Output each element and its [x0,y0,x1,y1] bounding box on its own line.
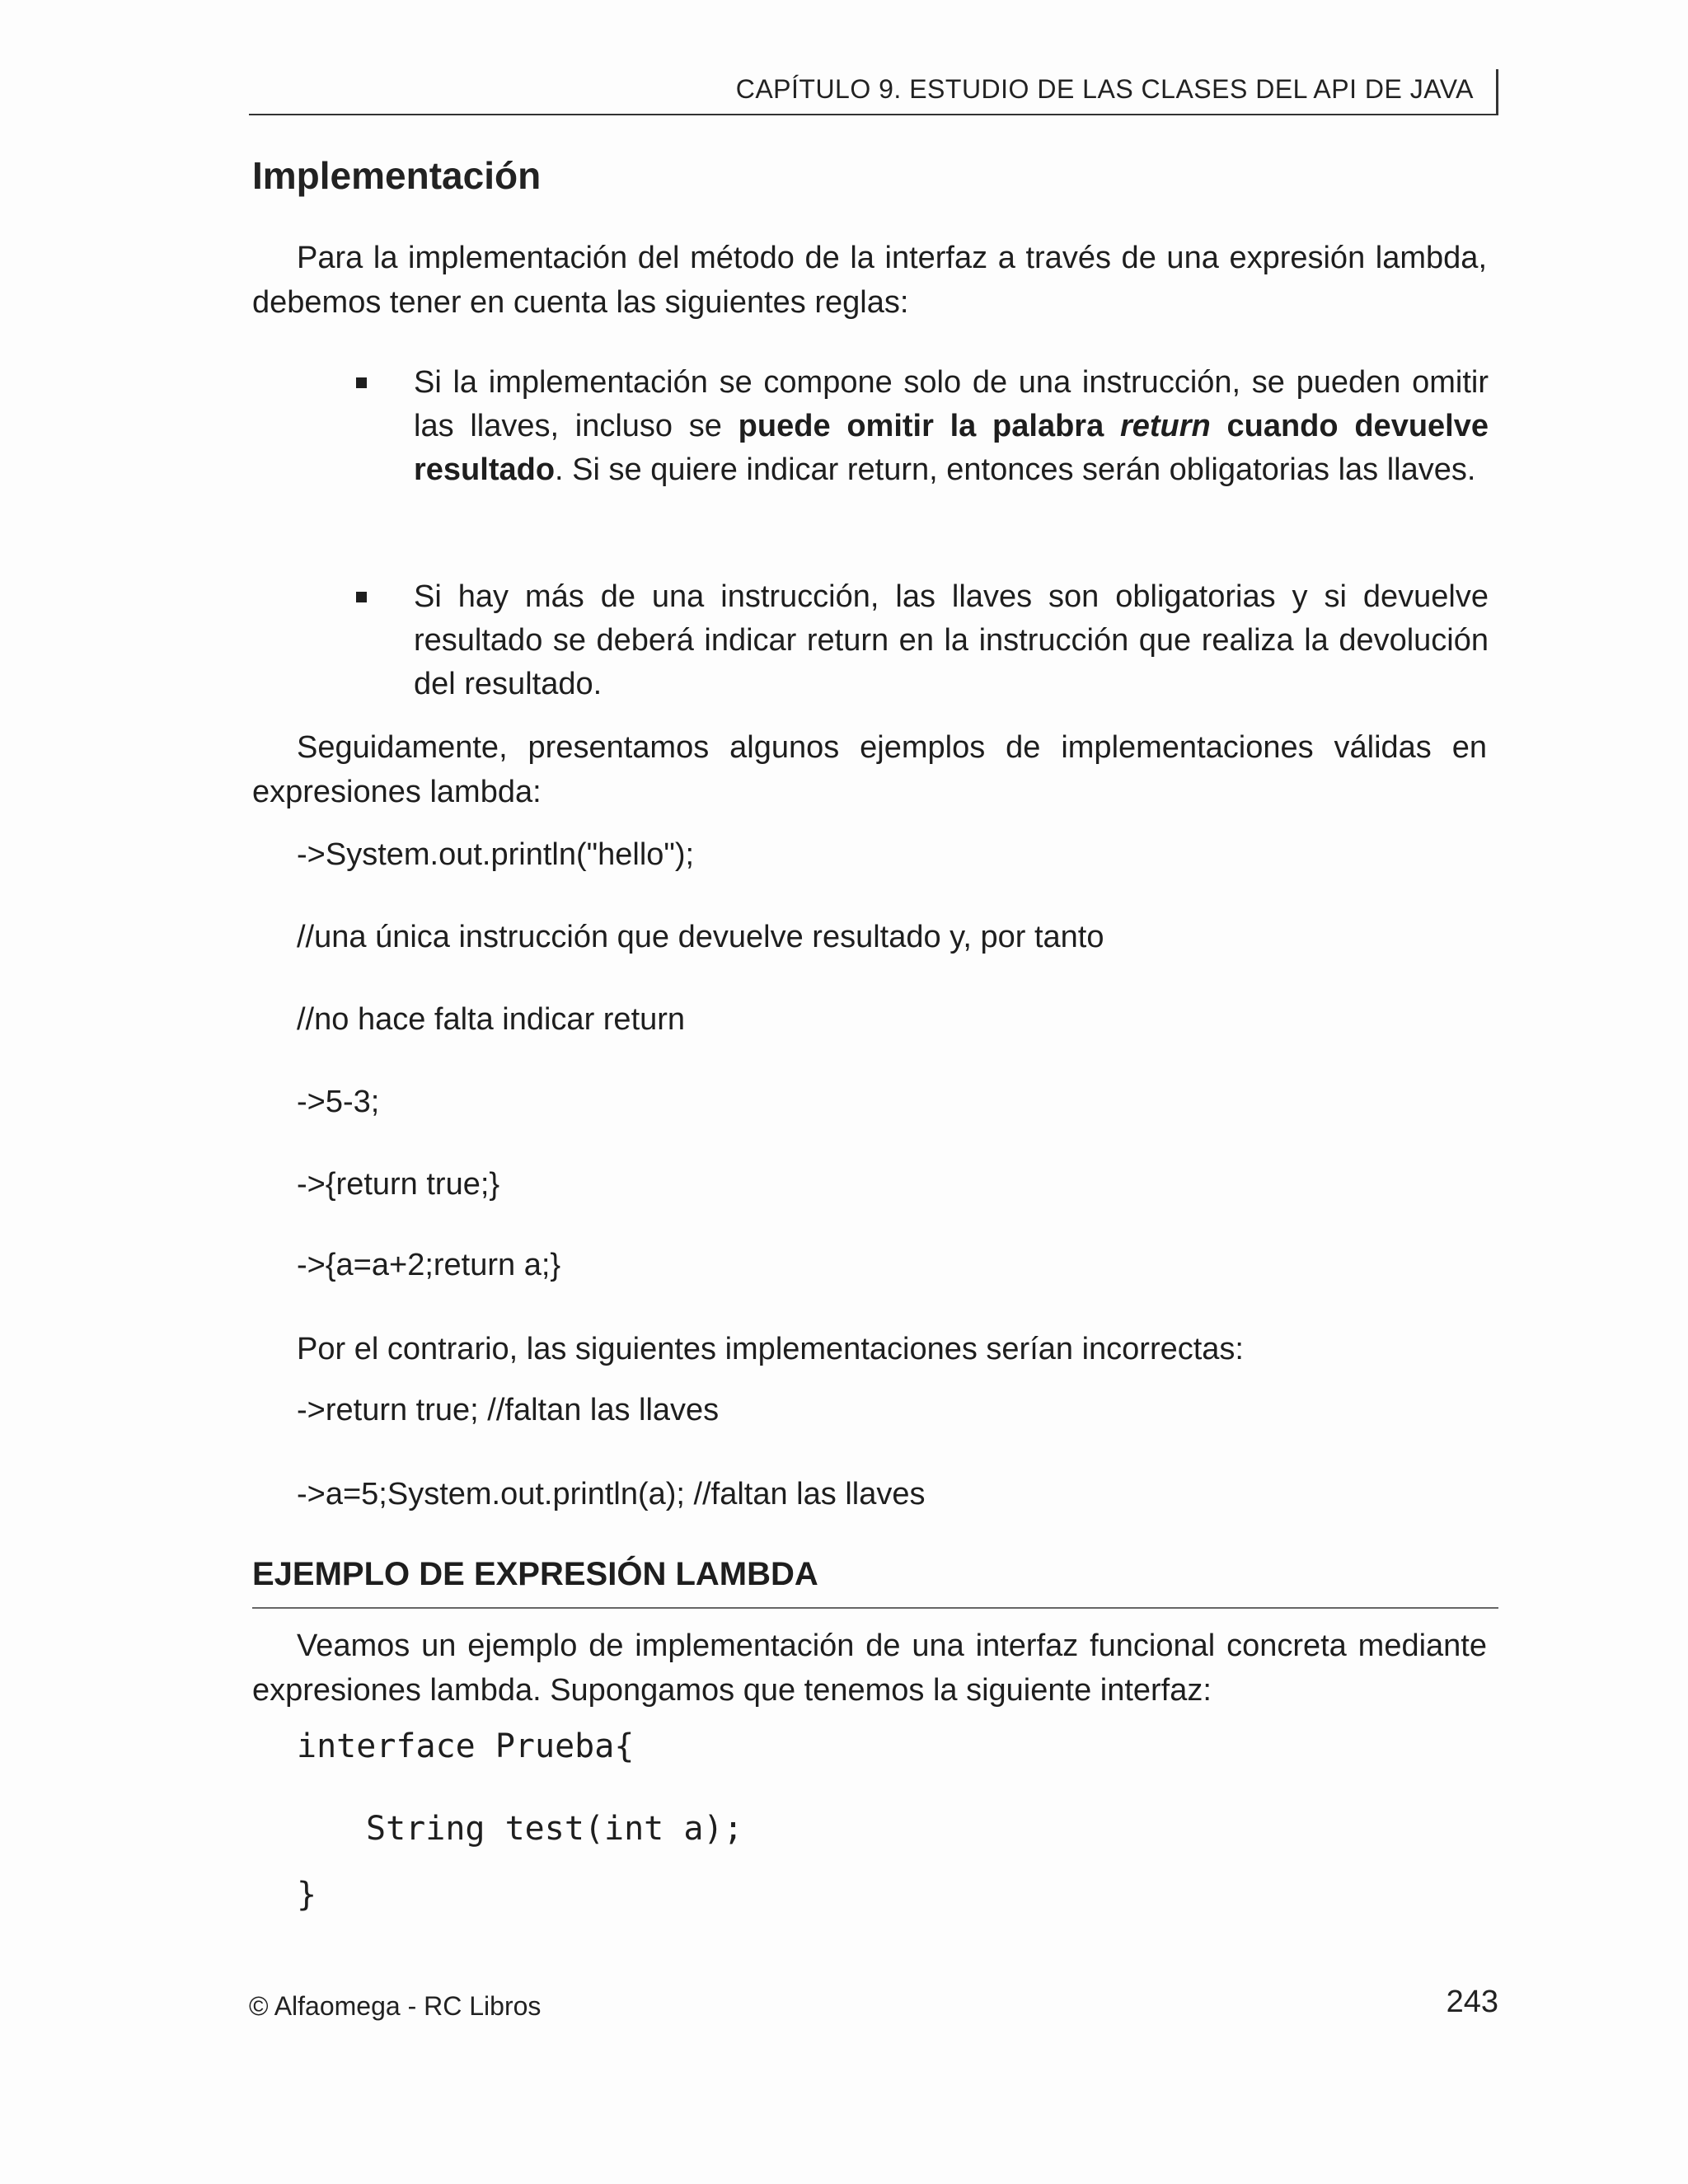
valid-example-line: ->5-3; [297,1085,380,1119]
rule-text-1: Si la implementación se compone solo de una instrucción, se pueden omitir las llaves, incluso se puede omitir la palabra return cuando devuelve resultado. Si se quiere indicar return, entonces serán obligatorias las llaves. [414,365,1489,487]
rule-text-2: Si hay más de una instrucción, las llaves son obligatorias y si devuelve resultado se deberá indicar return en la instrucción que realiza la devolución del resultado. [414,579,1489,701]
bullet-square-icon [356,592,367,602]
code-line-close-brace: } [297,1876,317,1914]
section-title: Implementación [252,154,542,197]
valid-example-line: //no hace falta indicar return [297,1002,686,1037]
rule-bullet-1 [358,361,1489,492]
code-line-interface: interface Prueba{ [297,1727,635,1765]
valid-example-line: //una única instrucción que devuelve resultado y, por tanto [297,920,1104,954]
valid-intro-paragraph [252,725,1487,814]
invalid-example-line: ->return true; //faltan las llaves [297,1393,720,1427]
bullet-square-icon [356,377,367,388]
intro-paragraph [252,236,1487,325]
example-section-heading [252,1554,1498,1609]
footer-publisher: © Alfaomega - RC Libros [249,1991,542,2021]
running-header-title: CAPÍTULO 9. ESTUDIO DE LAS CLASES DEL API DE JAVA [735,74,1474,104]
page-number: 243 [1446,1985,1498,2019]
valid-example-line: ->System.out.println("hello"); [297,837,695,872]
intro-text: Para la implementación del método de la interfaz a través de una expresión lambda, debemos tener en cuenta las siguientes reglas: [252,241,1487,320]
example-intro-paragraph [252,1624,1487,1713]
valid-example-line: ->{a=a+2;return a;} [297,1248,561,1282]
running-header-rule [1496,69,1498,114]
rule-bullet-2 [358,575,1489,706]
code-line-method: String test(int a); [366,1810,743,1848]
invalid-example-line: ->a=5;System.out.println(a); //faltan las llaves [297,1477,926,1511]
valid-example-line: ->{return true;} [297,1167,500,1202]
running-header [249,69,1498,115]
valid-intro-text: Seguidamente, presentamos algunos ejemplos de implementaciones válidas en expresiones lambda: [252,730,1487,809]
example-heading-text: EJEMPLO DE EXPRESIÓN LAMBDA [252,1556,818,1592]
example-intro-text: Veamos un ejemplo de implementación de una interfaz funcional concreta mediante expresiones lambda. Supongamos que tenemos la siguiente interfaz: [252,1629,1487,1708]
invalid-intro-text: Por el contrario, las siguientes implementaciones serían incorrectas: [297,1332,1244,1366]
